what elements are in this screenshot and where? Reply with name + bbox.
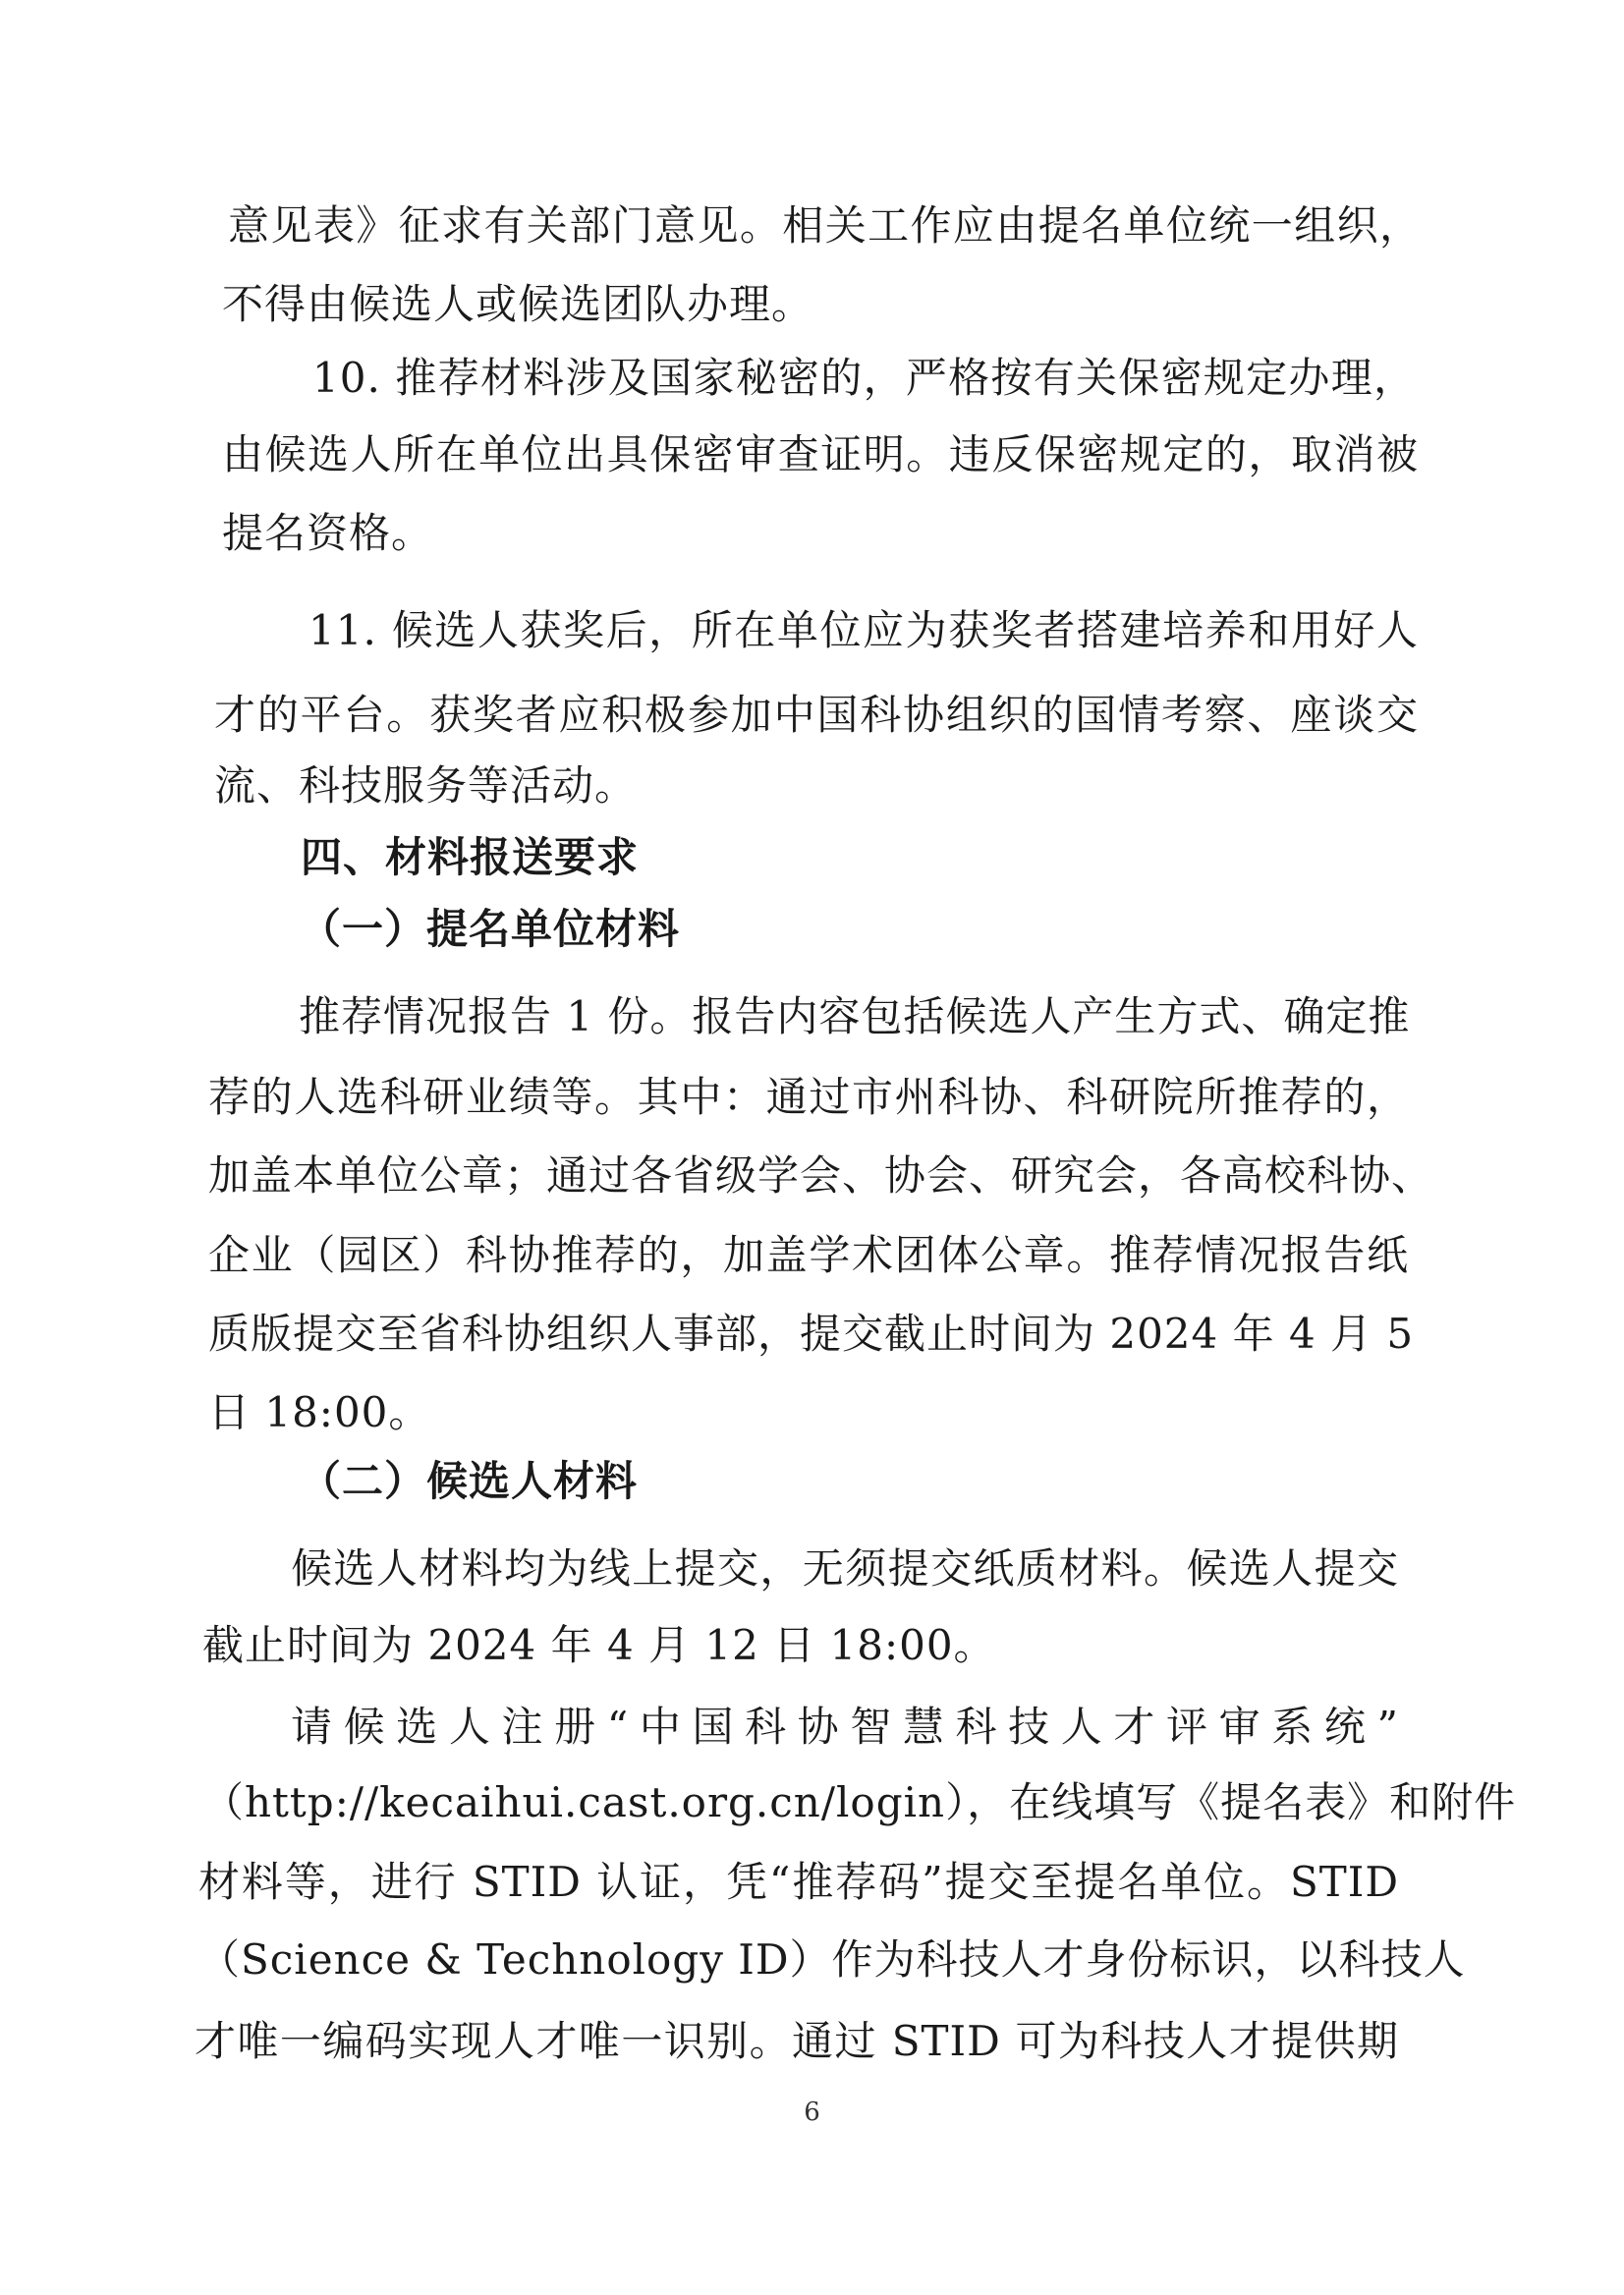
text-line: 截止时间为 2024 年 4 月 12 日 18:00。 xyxy=(202,1621,996,1669)
text-line: 质版提交至省科协组织人事部，提交截止时间为 2024 年 4 月 5 xyxy=(208,1310,1415,1358)
section-heading: 四、材料报送要求 xyxy=(301,833,640,881)
text-line: 荐的人选科研业绩等。其中：通过市州科协、科研院所推荐的， xyxy=(208,1073,1409,1121)
text-line: 日 18:00。 xyxy=(208,1388,431,1436)
text-line: 才唯一编码实现人才唯一识别。通过 STID 可为科技人才提供期 xyxy=(195,2017,1399,2065)
text-line: 推荐情况报告 1 份。报告内容包括候选人产生方式、确定推 xyxy=(299,992,1411,1040)
text-line: 候选人材料均为线上提交，无须提交纸质材料。候选人提交 xyxy=(291,1544,1399,1593)
text-line: 材料等，进行 STID 认证，凭“推荐码”提交至提名单位。STID xyxy=(198,1858,1399,1906)
text-line: 不得由候选人或候选团队办理。 xyxy=(222,280,814,328)
text-line: （http://kecaihui.cast.org.cn/login），在线填写《提名表》和附件 xyxy=(202,1778,1517,1826)
text-line: 由候选人所在单位出具保密审查证明。违反保密规定的，取消被 xyxy=(222,430,1419,478)
page-number: 6 xyxy=(804,2098,820,2127)
text-line: 企业（园区）科协推荐的，加盖学术团体公章。推荐情况报告纸 xyxy=(208,1231,1409,1279)
text-line: 流、科技服务等活动。 xyxy=(214,761,638,810)
text-line: （Science & Technology ID）作为科技人才身份标识，以科技人 xyxy=(198,1935,1466,1984)
text-line: 请候选人注册“中国科协智慧科技人才评审系统” xyxy=(291,1703,1399,1751)
text-line: 11. 候选人获奖后，所在单位应为获奖者搭建培养和用好人 xyxy=(308,606,1419,654)
text-line: 意见表》征求有关部门意见。相关工作应由提名单位统一组织， xyxy=(228,201,1422,250)
text-line: 10. 推荐材料涉及国家秘密的，严格按有关保密规定办理， xyxy=(312,354,1416,402)
subsection-heading: （一）提名单位材料 xyxy=(300,905,681,953)
subsection-heading: （二）候选人材料 xyxy=(300,1457,639,1505)
text-line: 提名资格。 xyxy=(222,509,434,557)
text-line: 才的平台。获奖者应积极参加中国科协组织的国情考察、座谈交 xyxy=(214,691,1419,739)
text-line: 加盖本单位公章；通过各省级学会、协会、研究会，各高校科协、 xyxy=(208,1151,1434,1200)
